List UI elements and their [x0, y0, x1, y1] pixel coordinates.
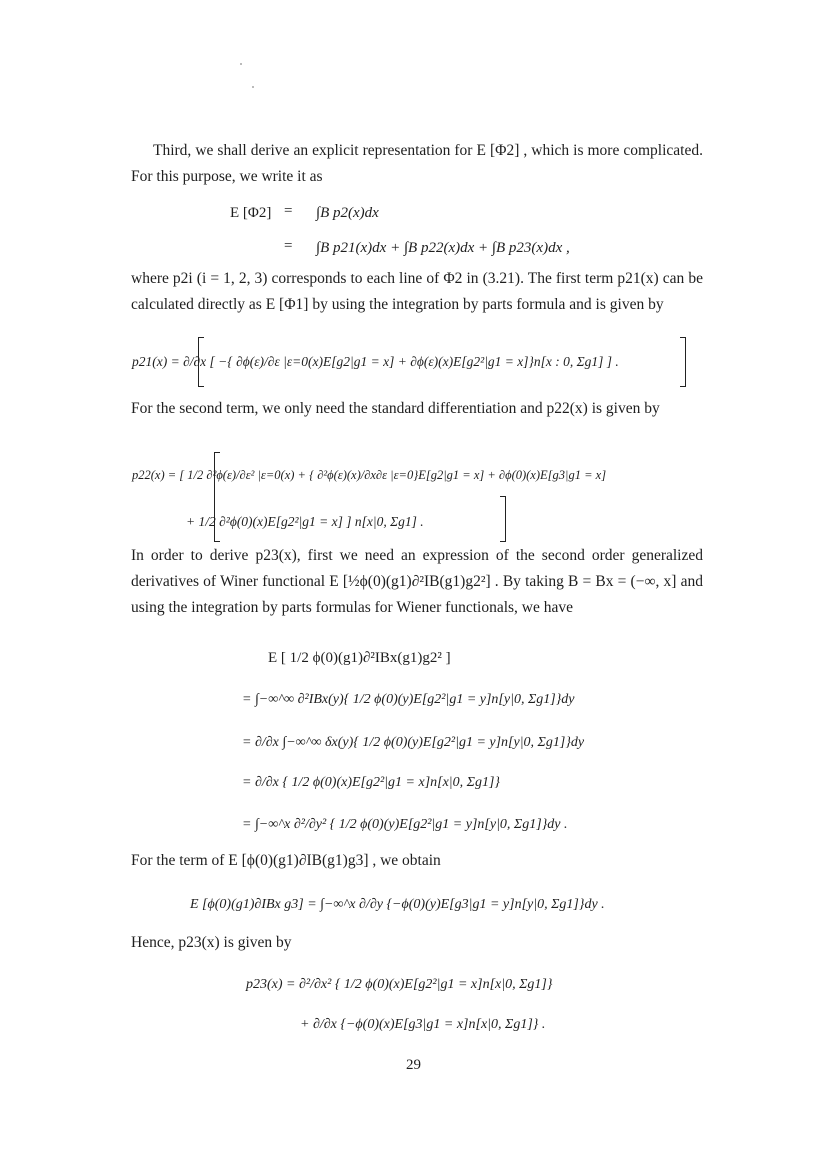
equals-sign: = — [284, 203, 293, 219]
equation-e-phi2-line1: ∫B p2(x)dx — [316, 205, 379, 221]
paragraph-p21-intro: where p2i (i = 1, 2, 3) corresponds to each line of Φ2 in (3.21). The first term p21(x) can be calculated directly as E [Φ1] by using the integration by parts formula and is given by — [131, 270, 703, 313]
paragraph-p22-intro: For the second term, we only need the standard differentiation and p22(x) is given by — [131, 400, 660, 417]
equation-second-order-line4: = ∫−∞^x ∂²/∂y² { 1/2 ϕ(0)(y)E[g2²|g1 = y]n[y|0, Σg1]}dy . — [242, 817, 568, 832]
equals-sign: = — [284, 238, 293, 254]
right-bracket — [680, 337, 686, 387]
paragraph-hence: Hence, p23(x) is given by — [131, 934, 292, 951]
scan-speck — [252, 86, 254, 88]
paragraph-intro: Third, we shall derive an explicit representation for E [Φ2] , which is more complicated. For this purpose, we write it as — [131, 142, 703, 185]
equation-p22-line2: + 1/2 ∂²ϕ(0)(x)E[g2²|g1 = x] ] n[x|0, Σg1] . — [186, 514, 424, 529]
equation-second-order-line1: = ∫−∞^∞ ∂²IBx(y){ 1/2 ϕ(0)(y)E[g2²|g1 = y]n[y|0, Σg1]}dy — [242, 692, 575, 707]
equation-second-order-line3: = ∂/∂x { 1/2 ϕ(0)(x)E[g2²|g1 = x]n[x|0, Σg1]} — [242, 775, 501, 790]
paragraph-first-order-term: For the term of E [ϕ(0)(g1)∂IB(g1)g3] , we obtain — [131, 852, 441, 869]
equation-e-phi2-lhs: E [Φ2] — [230, 205, 272, 221]
equation-p21: p21(x) = ∂/∂x [ −{ ∂ϕ(ε)/∂ε |ε=0(x)E[g2|g1 = x] + ∂ϕ(ε)(x)E[g2²|g1 = x]}n[x : 0, Σg1] ] . — [132, 354, 619, 369]
equation-first-order: E [ϕ(0)(g1)∂IBx g3] = ∫−∞^x ∂/∂y {−ϕ(0)(y)E[g3|g1 = y]n[y|0, Σg1]}dy . — [190, 897, 605, 912]
equation-p22-line1: p22(x) = [ 1/2 ∂²ϕ(ε)/∂ε² |ε=0(x) + { ∂²ϕ(ε)(x)/∂x∂ε |ε=0}E[g2|g1 = x] + ∂ϕ(0)(x)E[g3|g1 = x] — [132, 468, 607, 482]
right-bracket — [500, 496, 506, 542]
equation-e-phi2-line2: ∫B p21(x)dx + ∫B p22(x)dx + ∫B p23(x)dx , — [316, 240, 570, 256]
equation-second-order-line2: = ∂/∂x ∫−∞^∞ δx(y){ 1/2 ϕ(0)(y)E[g2²|g1 = y]n[y|0, Σg1]}dy — [242, 735, 585, 750]
equation-second-order-lhs: E [ 1/2 ϕ(0)(g1)∂²IBx(g1)g2² ] — [268, 650, 451, 666]
page-number: 29 — [406, 1057, 421, 1073]
equation-p23-line1: p23(x) = ∂²/∂x² { 1/2 ϕ(0)(x)E[g2²|g1 = x]n[x|0, Σg1]} — [246, 977, 553, 992]
equation-p23-line2: + ∂/∂x {−ϕ(0)(x)E[g3|g1 = x]n[x|0, Σg1]} . — [300, 1017, 546, 1032]
paragraph-p23-derivation: In order to derive p23(x), first we need an expression of the second order generalized derivatives of Winer functional E [½ϕ(0)(g1)∂²IB(g1)g2²] . By taking B = Bx = (−∞, x] and using the integration by parts formulas for Wiener functionals, we have — [131, 547, 703, 616]
scan-speck — [240, 63, 242, 65]
